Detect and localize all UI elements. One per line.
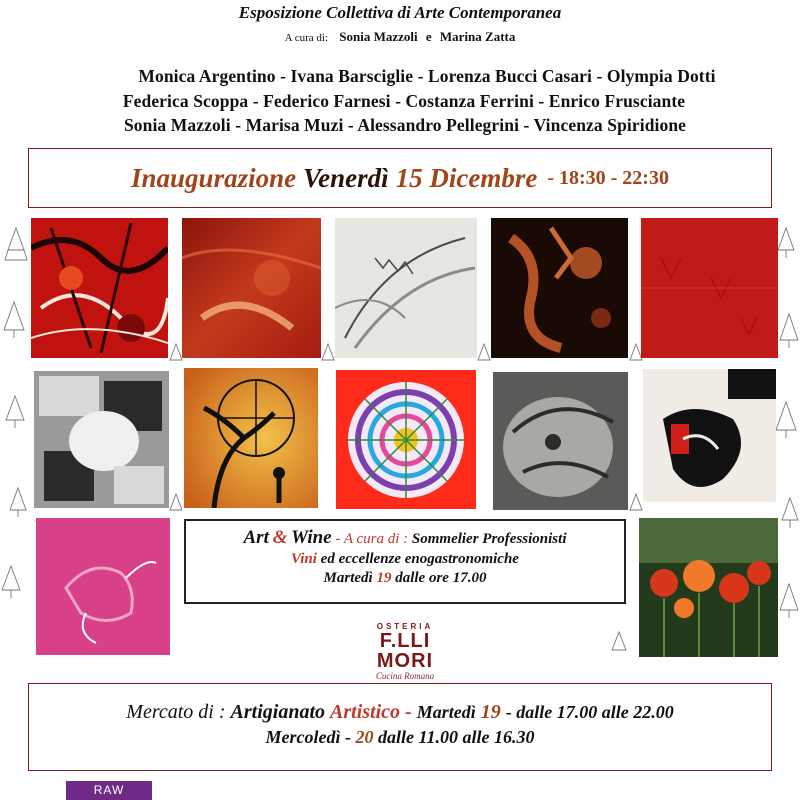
market-line-2 [29,727,771,748]
inauguration-day: Venerdì [303,162,389,193]
artwork-pink-figure [36,518,170,655]
market-word-2: Artistico [330,701,401,723]
artwork-tile [643,369,776,502]
curator-2: Marina Zatta [439,29,516,44]
market-time-1: - dalle 17.00 alle 22.00 [505,702,674,722]
art-wine-amp: & [272,527,288,548]
logo-top: OSTERIA [376,622,434,631]
inauguration-time: - 18:30 - 22:30 [547,166,669,189]
artwork-tile [641,218,778,358]
artwork-newspaper-collage [34,371,169,508]
artwork-red-texture [182,218,321,358]
artwork-grey-white-texture [335,218,477,358]
conjunction: e [425,29,432,44]
artwork-tile [639,518,778,657]
market-num-2: 20 [355,727,374,747]
artists-line-3: Sonia Mazzoli - Marisa Muzi - Alessandro Pellegrini - Vincenza Spiridione [123,115,687,135]
art-wine-time: 17.00 [452,570,487,586]
art-wine-curators: Sommelier Professionisti [411,531,567,547]
artwork-tile [34,371,169,508]
market-word-1: Artigianato [230,701,326,723]
artwork-tree-globe-silhouette [184,368,318,508]
artwork-tile [336,370,476,509]
art-wine-vini: Vini [291,551,317,567]
market-prefix: Mercato di : [126,701,226,723]
market-box [28,683,772,771]
inauguration-box [28,148,772,208]
artwork-black-red-abstract [643,369,776,502]
market-day-1: Martedì [416,702,476,722]
art-wine-title-1: Art [243,527,269,548]
market-num-1: 19 [480,701,501,723]
artists-line-1: Monica Argentino - Ivana Barsciglie - Lorenza Bucci Casari - Olympia Dotti [138,66,716,86]
raw-badge: RAW [66,781,152,800]
artwork-tile [36,518,170,655]
exhibition-subtitle: Esposizione Collettiva di Arte Contemporanea [238,3,562,22]
curator-1: Sonia Mazzoli [339,29,418,44]
inauguration-label: Inaugurazione [131,162,297,193]
art-wine-title-line [186,527,624,549]
market-line-1 [29,701,771,724]
logo-main: F.LLI MORI [376,630,434,672]
art-wine-line-2 [186,551,624,568]
artwork-black-orange-abstract [491,218,628,358]
inauguration-date: 15 Dicembre [395,162,538,193]
curated-label: A cura di: [284,32,329,44]
artwork-mandala [336,370,476,509]
artwork-tile [182,218,321,358]
artwork-poppies [639,518,778,657]
artists-line-2: Federica Scoppa - Federico Farnesi - Costanza Ferrini - Enrico Frusciante [122,91,686,111]
artwork-tile [335,218,477,358]
art-wine-day-num: 19 [376,570,392,586]
artwork-red-abstract-splash [31,218,168,358]
artwork-tile [31,218,168,358]
artwork-red-embossed [641,218,778,358]
market-time-2: dalle 11.00 alle 16.30 [377,727,535,747]
artwork-tile [491,218,628,358]
art-wine-line-2-rest: ed eccellenze enogastronomiche [320,551,519,567]
art-wine-day: Martedì [323,570,373,586]
market-dash: - [405,701,412,723]
market-dash-2: - [344,727,351,747]
art-wine-from: dalle ore [395,570,449,586]
logo-bottom: Cucina Romana [375,671,435,681]
art-wine-title-2: Wine [291,527,332,548]
art-wine-box [184,519,626,604]
market-day-2: Mercoledì [265,727,341,747]
artwork-tile [493,372,628,510]
art-wine-curated: - A cura di : [335,531,409,547]
osteria-logo [355,622,455,681]
artwork-grey-sculpture [493,372,628,510]
curators-line [0,29,800,45]
artwork-tile [184,368,318,508]
art-wine-line-3 [186,570,624,587]
